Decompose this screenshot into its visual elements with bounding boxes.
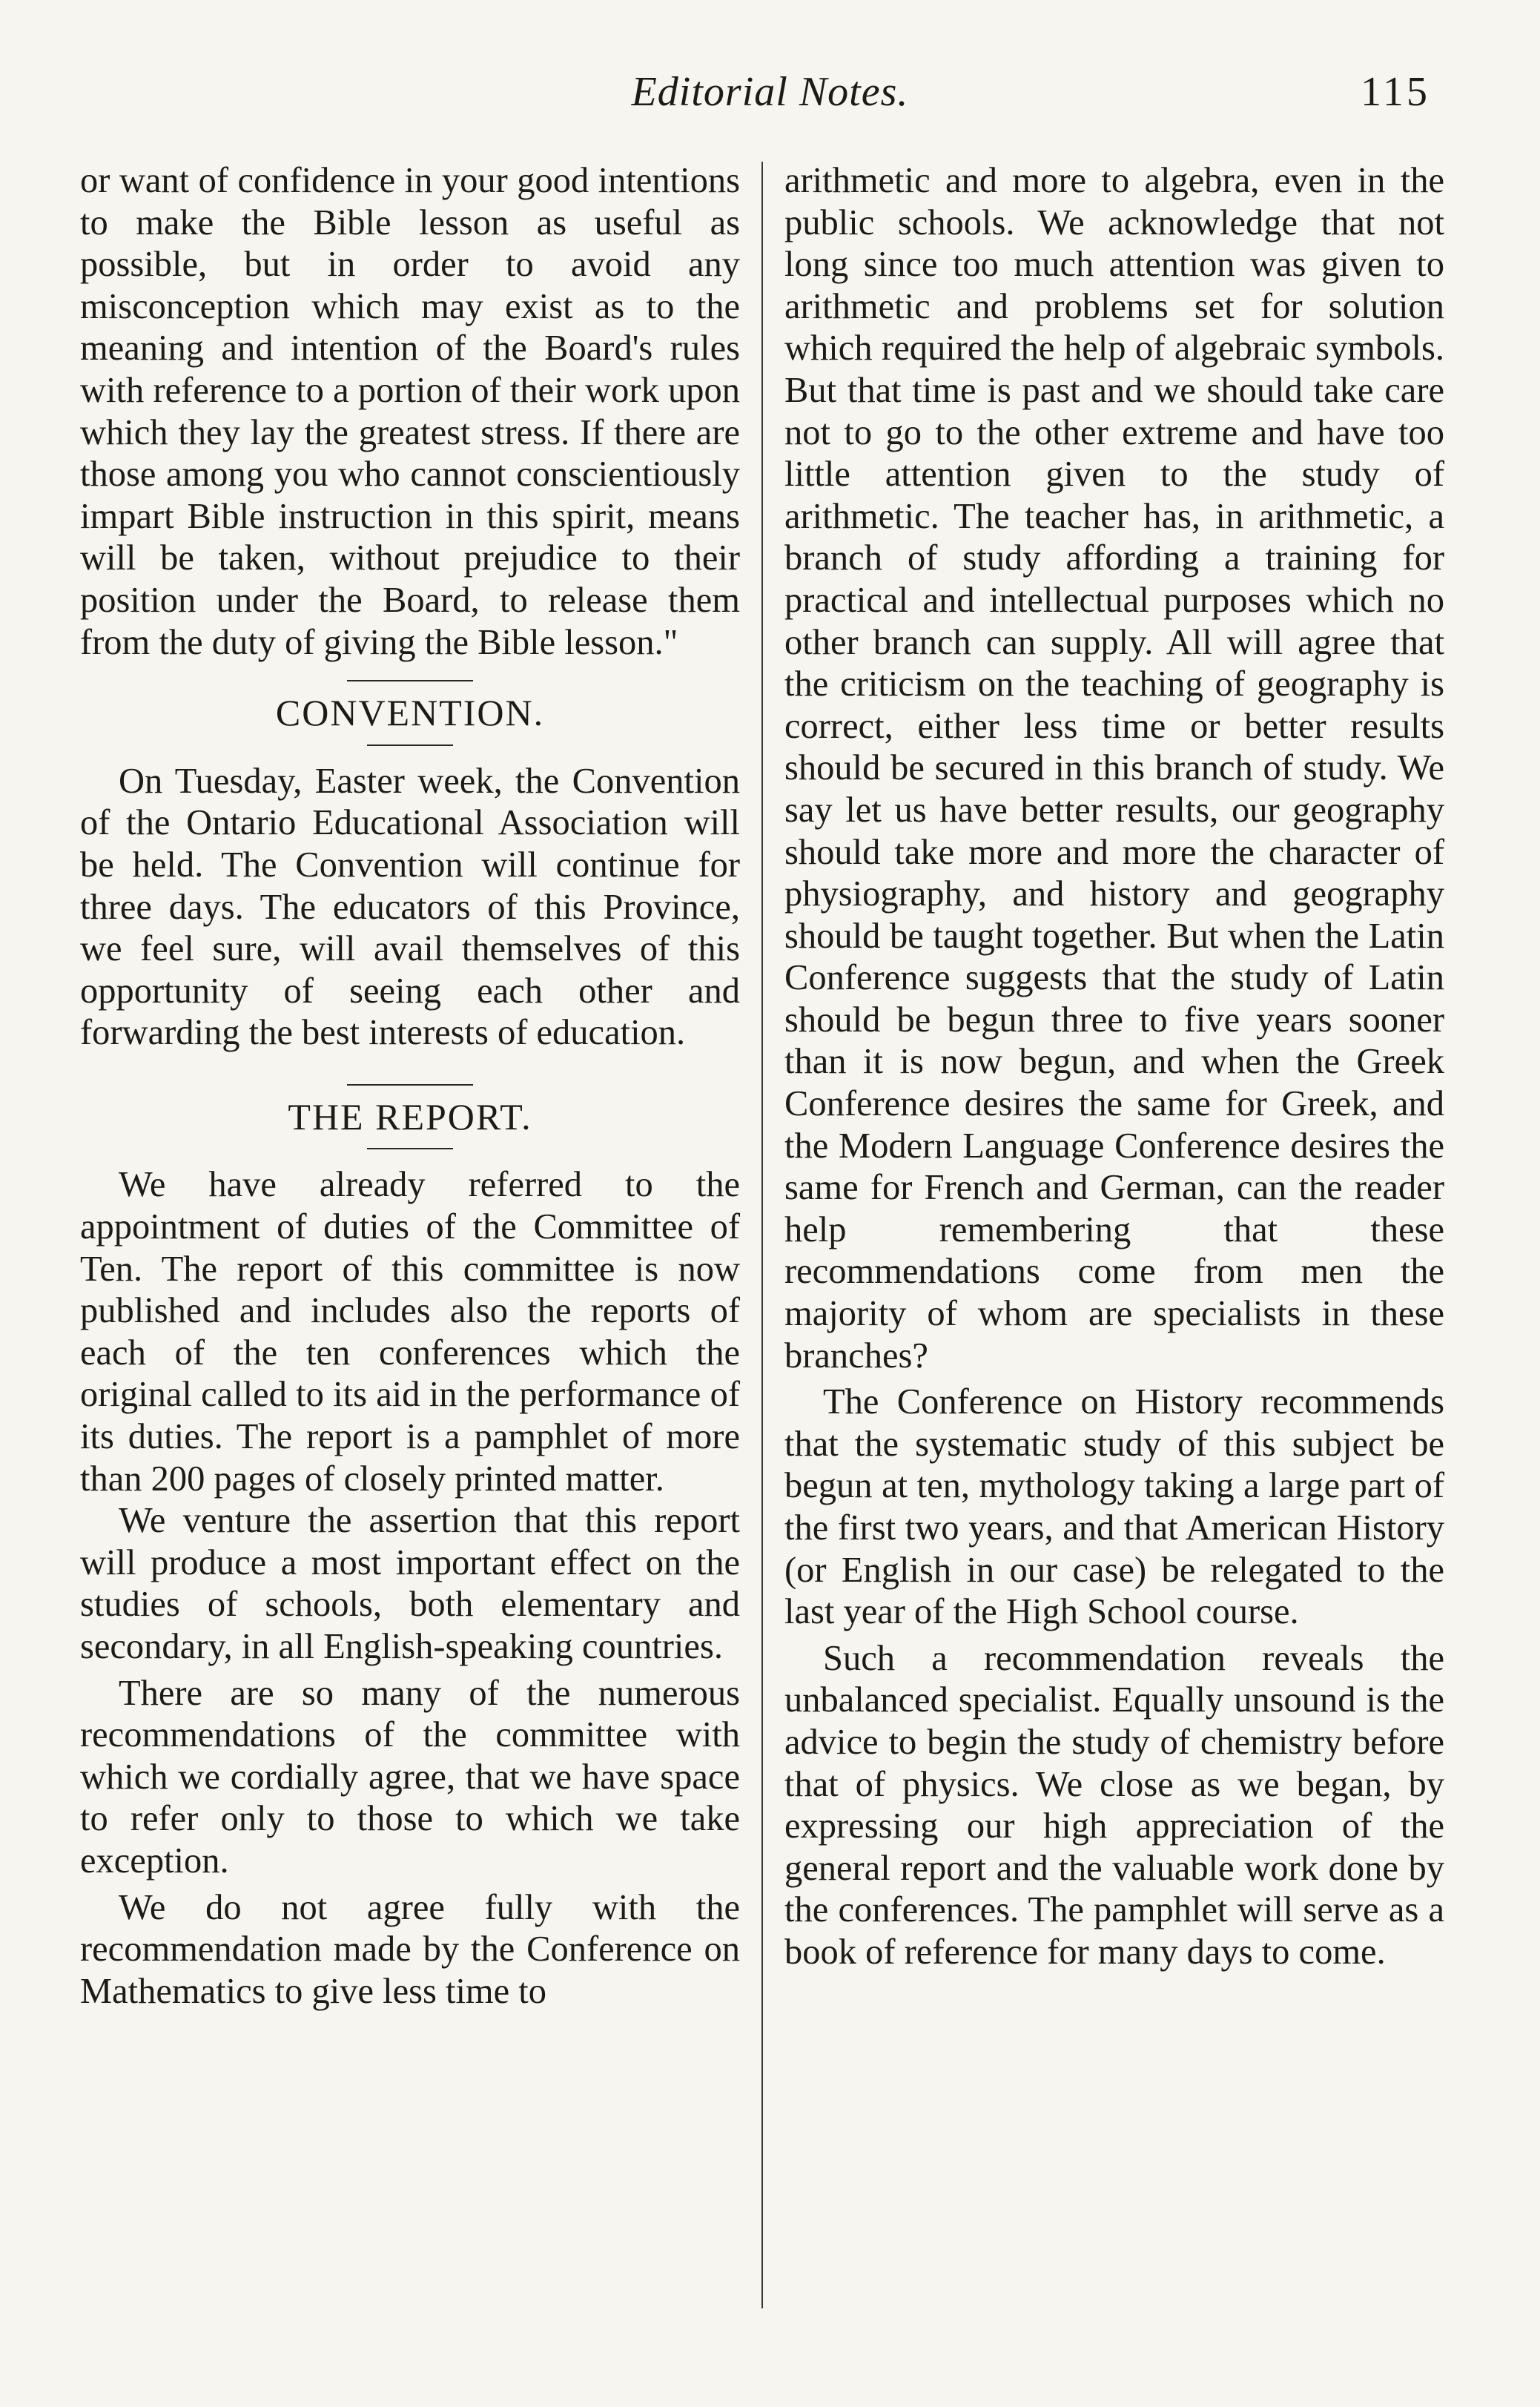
paragraph-report-assertion: We venture the assertion that this report will produce a most important effect on the studies of schools, both elementary and secondary, in all English-speaking countries. xyxy=(80,1501,740,1666)
running-title: Editorial Notes. xyxy=(631,69,909,115)
page-number: 115 xyxy=(1361,69,1430,115)
paragraph-conference-on-history: The Conference on History recommends that the systematic study of this subject be begun at ten, mythology taking a large part of the first two years, and that American History (or English in our case) be relegated to the last year of the High School course. xyxy=(784,1382,1444,1632)
heading-the-report: THE REPORT. xyxy=(288,1095,532,1138)
heading-convention: CONVENTION. xyxy=(275,692,545,734)
paragraph-unbalanced-specialist: Such a recommendation reveals the unbalanced specialist. Equally unsound is the advice to begin the study of chemistry before that of physics. We close as we began, by expressing our high appreciation of the general report and the valuable work done by the conferences. The pamphlet will serve as a book of reference for many days to come. xyxy=(784,1638,1444,1972)
right-column xyxy=(784,160,1444,1974)
left-column xyxy=(80,160,740,2013)
page-header xyxy=(0,68,1540,128)
paragraph-report-committee-of-ten: We have already referred to the appointment of duties of the Committee of Ten. The report of this committee is now published and includes also the reports of each of the ten conferences which the original called to its aid in the performance of its duties. The report is a pamphlet of more than 200 pages of closely printed matter. xyxy=(80,1165,740,1499)
paragraph-report-recommendations: There are so many of the numerous recommendations of the committee with which we cordially agree, that we have space to refer only to those to which we take exception. xyxy=(80,1673,740,1881)
paragraph-bible-lesson-continued: or want of confidence in your good intentions to make the Bible lesson as useful as possible, but in order to avoid any misconception which may exist as to the meaning and intention of the Board's rules with reference to a portion of their work upon which they lay the greatest stress. If there are those among you who cannot conscientiously impart Bible instruction in this spirit, means will be taken, without prejudice to their position under the Board, to release them from the duty of giving the Bible lesson." xyxy=(80,161,740,662)
paragraph-report-mathematics: We do not agree fully with the recommendation made by the Conference on Mathematics to give less time to xyxy=(80,1887,740,2011)
paragraph-arithmetic-continued: arithmetic and more to algebra, even in the public schools. We acknowledge that not long since too much attention was given to arithmetic and problems set for solution which required the help of algebraic symbols. But that time is past and we should take care not to go to the other extreme and have too little attention given to the study of arithmetic. The teacher has, in arithmetic, a branch of study affording a training for practical and intellectual purposes which no other branch can supply. All will agree that the criticism on the teaching of geography is correct, either less time or better results should be secured in this branch of study. We say let us have better results, our geography should take more and more the character of physiography, and history and geography should be taught together. But when the Latin Conference suggests that the study of Latin should be begun three to five years sooner than it is now begun, and when the Greek Conference desires the same for Greek, and the Modern Language Conference desires the same for French and German, can the reader help remembering that these recommendations come from men the majority of whom are specialists in these branches? xyxy=(784,161,1444,1376)
column-divider xyxy=(761,162,763,2308)
paragraph-convention: On Tuesday, Easter week, the Convention of the Ontario Educational Association will be held. The Convention will continue for three days. The educators of this Province, we feel sure, will avail themselves of this opportunity of seeing each other and forwarding the best interests of education. xyxy=(80,761,740,1053)
